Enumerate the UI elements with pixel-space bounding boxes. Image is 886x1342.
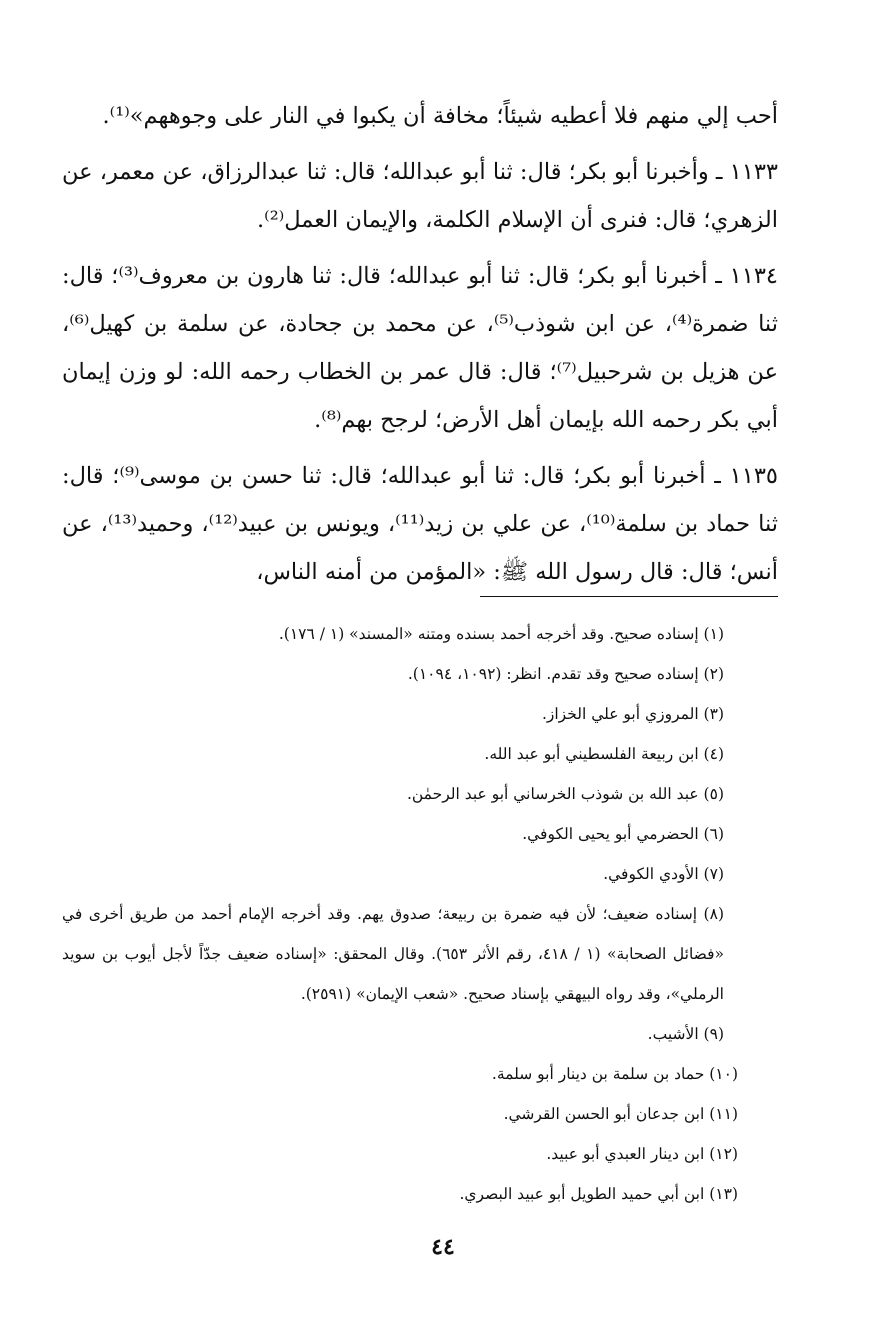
footnote-11: (١١) ابن جدعان أبو الحسن القرشي. — [503, 1105, 738, 1123]
footnote-3: (٣) المروزي أبو علي الخزاز. — [541, 705, 724, 723]
footnote-6: (٦) الحضرمي أبو يحيى الكوفي. — [522, 825, 724, 843]
footnote-5: (٥) عبد الله بن شوذب الخرساني أبو عبد الرحمٰن. — [406, 785, 724, 803]
footnote-12: (١٢) ابن دينار العبدي أبو عبيد. — [546, 1145, 738, 1163]
footnote-9: (٩) الأشيب. — [647, 1025, 724, 1043]
footnote-8: (٨) إسناده ضعيف؛ لأن فيه ضمرة بن ربيعة؛ صدوق يهم. وقد أخرجه الإمام أحمد من طريق أخرى في «فضائل الصحابة» (١ / ٤١٨، رقم الأثر ٦٥٣). وقال المحقق: «إسناده ضعيف جدّاً لأجل أيوب بن سويد الرملي»، وقد رواه البيهقي بإسناد صحيح. «شعب الإيمان» (٢٥٩١). — [62, 905, 724, 1003]
footnote-separator — [480, 596, 778, 597]
footnote-10: (١٠) حماد بن سلمة بن دينار أبو سلمة. — [491, 1065, 738, 1083]
paragraph-continuation: أحب إلي منهم فلا أعطيه شيئاً؛ مخافة أن يكبوا في النار على وجوههم»⁽¹⁾. — [102, 103, 778, 129]
main-text — [62, 92, 778, 604]
paragraph-1134: ١١٣٤ ـ أخبرنا أبو بكر؛ قال: ثنا أبو عبدالله؛ قال: ثنا هارون بن معروف⁽³⁾؛ قال: ثنا ضمرة⁽⁴⁾، عن ابن شوذب⁽⁵⁾، عن محمد بن جحادة، عن سلمة بن كهيل⁽⁶⁾، عن هزيل بن شرحبيل⁽⁷⁾؛ قال: قال عمر بن الخطاب رحمه الله: لو وزن إيمان أبي بكر رحمه الله بإيمان أهل الأرض؛ لرجح بهم⁽⁸⁾. — [62, 263, 778, 433]
footnotes — [62, 614, 778, 1214]
footnote-1: (١) إسناده صحيح. وقد أخرجه أحمد بسنده ومتنه «المسند» (١ / ١٧٦). — [278, 625, 724, 643]
footnote-13: (١٣) ابن أبي حميد الطويل أبو عبيد البصري. — [459, 1185, 738, 1203]
page-number: ٤٤ — [431, 1234, 455, 1260]
footnote-7: (٧) الأودي الكوفي. — [603, 865, 724, 883]
footnote-2: (٢) إسناده صحيح وقد تقدم. انظر: (١٠٩٢، ١٠٩٤). — [407, 665, 724, 683]
footnote-4: (٤) ابن ربيعة الفلسطيني أبو عبد الله. — [484, 745, 724, 763]
paragraph-1133: ١١٣٣ ـ وأخبرنا أبو بكر؛ قال: ثنا أبو عبدالله؛ قال: ثنا عبدالرزاق، عن معمر، عن الزهري؛ قال: فنرى أن الإسلام الكلمة، والإيمان العمل⁽²⁾. — [62, 159, 778, 233]
paragraph-1135: ١١٣٥ ـ أخبرنا أبو بكر؛ قال: ثنا أبو عبدالله؛ قال: ثنا حسن بن موسى⁽⁹⁾؛ قال: ثنا حماد بن سلمة⁽¹⁰⁾، عن علي بن زيد⁽¹¹⁾، ويونس بن عبيد⁽¹²⁾، وحميد⁽¹³⁾، عن أنس؛ قال: قال رسول الله ﷺ: «المؤمن من أمنه الناس، — [62, 463, 779, 585]
